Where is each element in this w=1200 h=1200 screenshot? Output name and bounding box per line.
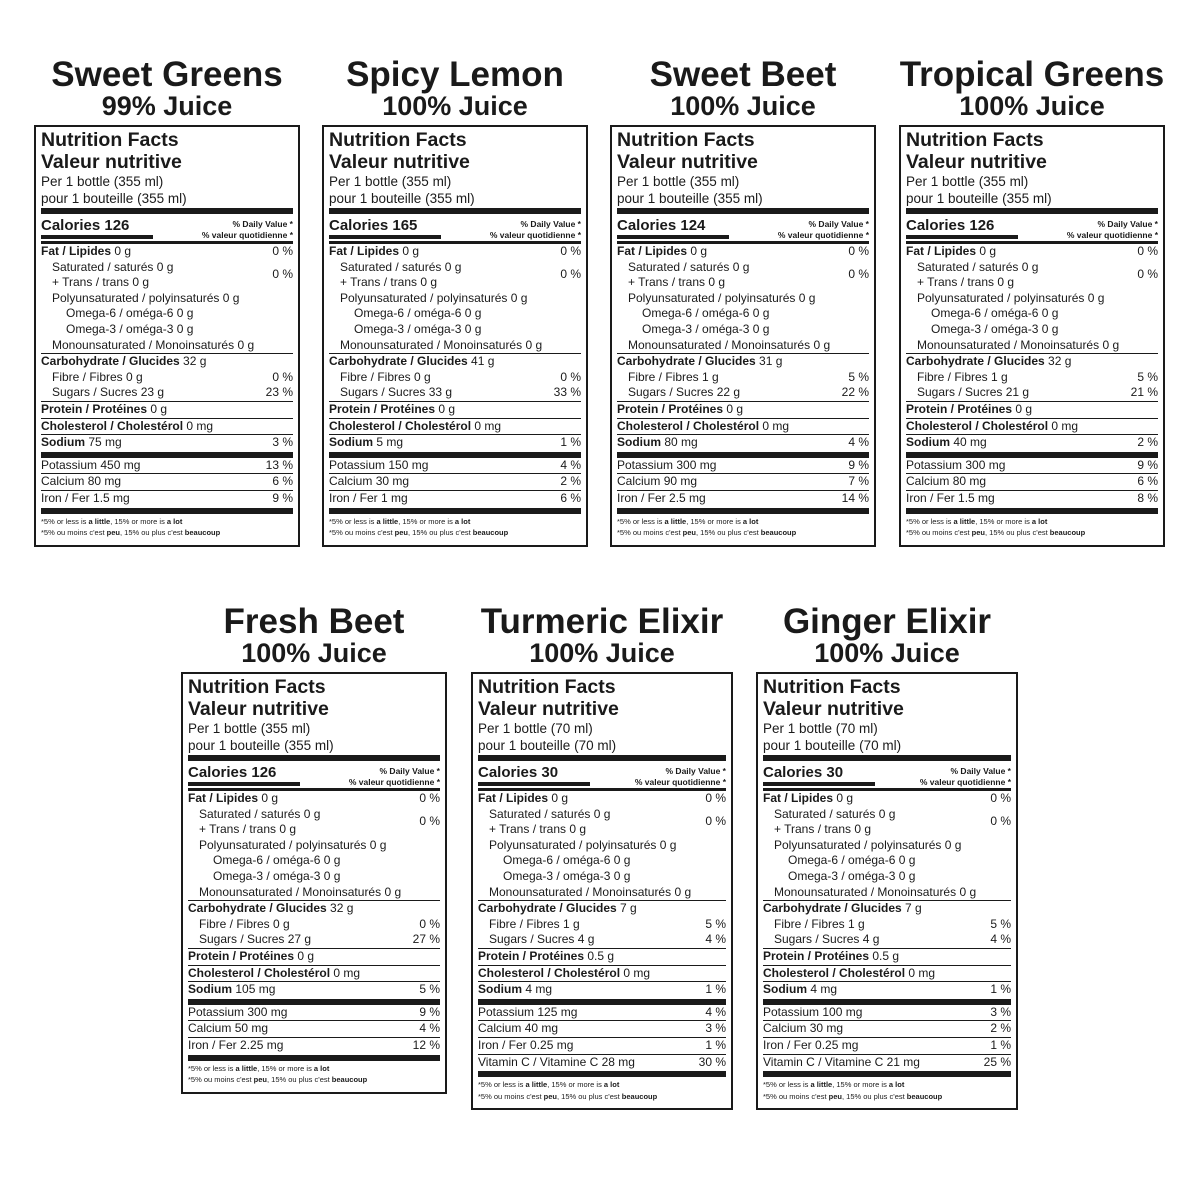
iron-row: Iron / Fer 2.5 mg 14 %: [617, 490, 869, 505]
saturated-trans-pct: 0 %: [990, 814, 1011, 829]
poly-row: Polyunsaturated / polyinsaturés 0 g: [628, 290, 816, 305]
omega3-row: Omega-3 / oméga-3 0 g: [503, 868, 631, 883]
product-subtitle: 100% Juice: [241, 638, 387, 668]
product-name: Sweet Beet: [649, 55, 837, 94]
serving-size-en: Per 1 bottle (70 ml): [763, 721, 878, 736]
vitamin-c-row: Vitamin C / Vitamine C 21 mg 25 %: [763, 1054, 1011, 1069]
cholesterol-row: Cholesterol / Cholestérol 0 mg: [906, 418, 1079, 433]
daily-value-header-en: % Daily Value *: [808, 219, 869, 229]
serving-size-en: Per 1 bottle (70 ml): [478, 721, 593, 736]
fat-row: Fat / Lipides 0 g 0 %: [763, 791, 1011, 805]
omega3-row: Omega-3 / oméga-3 0 g: [213, 868, 341, 883]
fibre-row: Fibre / Fibres 0 g 0 %: [52, 369, 293, 384]
trans-row: + Trans / trans 0 g: [628, 275, 726, 290]
calories-row: [41, 214, 293, 241]
calories-value: Calories 124: [617, 217, 706, 234]
omega6-row: Omega-6 / oméga-6 0 g: [354, 306, 482, 321]
serving-size-fr: pour 1 bouteille (70 ml): [478, 738, 617, 753]
daily-value-header-en: % Daily Value *: [379, 766, 440, 776]
serving-size-en: Per 1 bottle (355 ml): [41, 174, 164, 189]
calories-row: [617, 214, 869, 241]
saturated-trans-block: [41, 260, 293, 291]
omega3-row: Omega-3 / oméga-3 0 g: [354, 321, 482, 336]
potassium-row: Potassium 450 mg 13 %: [41, 457, 293, 472]
fat-row: Fat / Lipides 0 g 0 %: [188, 791, 440, 805]
product-name: Sweet Greens: [51, 55, 283, 94]
fat-row: Fat / Lipides 0 g 0 %: [906, 244, 1158, 258]
vitamin-c-row: Vitamin C / Vitamine C 28 mg 30 %: [478, 1054, 726, 1069]
calories-underline: [329, 235, 441, 239]
footnote: *5% or less is a little, 15% or more is a lot *5% ou moins c'est peu, 15% ou plus c'est beaucoup: [478, 1080, 658, 1101]
omega6-row: Omega-6 / oméga-6 0 g: [503, 853, 631, 868]
cholesterol-row: Cholesterol / Cholestérol 0 mg: [763, 965, 936, 980]
serving-size-en: Per 1 bottle (355 ml): [906, 174, 1029, 189]
saturated-row: Saturated / saturés 0 g: [917, 259, 1039, 274]
omega6-row: Omega-6 / oméga-6 0 g: [66, 306, 194, 321]
nutrition-facts-title: Nutrition Facts: [41, 129, 179, 151]
fibre-row: Fibre / Fibres 0 g 0 %: [340, 369, 581, 384]
potassium-row: Potassium 100 mg 3 %: [763, 1004, 1011, 1019]
fat-row: Fat / Lipides 0 g 0 %: [478, 791, 726, 805]
trans-row: + Trans / trans 0 g: [489, 822, 587, 837]
protein-row: Protein / Protéines 0.5 g: [763, 948, 900, 963]
saturated-trans-block: [906, 260, 1158, 291]
omega6-row: Omega-6 / oméga-6 0 g: [931, 306, 1059, 321]
calcium-row: Calcium 80 mg 6 %: [906, 474, 1158, 489]
sugars-row: Sugars / Sucres 22 g 22 %: [628, 385, 869, 400]
valeur-nutritive-title: Valeur nutritive: [41, 151, 182, 173]
iron-row: Iron / Fer 0.25 mg 1 %: [478, 1037, 726, 1052]
daily-value-header-fr: % valeur quotidienne *: [489, 230, 581, 240]
nutrition-facts-label: [34, 125, 300, 547]
product-subtitle: 100% Juice: [382, 91, 528, 121]
mono-row: Monounsaturated / Monoinsaturés 0 g: [917, 337, 1120, 352]
calories-value: Calories 126: [906, 217, 995, 234]
cholesterol-row: Cholesterol / Cholestérol 0 mg: [617, 418, 790, 433]
sodium-row: Sodium 80 mg 4 %: [617, 435, 869, 450]
mono-row: Monounsaturated / Monoinsaturés 0 g: [340, 337, 543, 352]
protein-row: Protein / Protéines 0.5 g: [478, 948, 615, 963]
potassium-row: Potassium 150 mg 4 %: [329, 457, 581, 472]
sodium-row: Sodium 40 mg 2 %: [906, 435, 1158, 450]
serving-size-en: Per 1 bottle (355 ml): [188, 721, 311, 736]
carb-row: Carbohydrate / Glucides 31 g: [617, 354, 783, 369]
sugars-row: Sugars / Sucres 23 g 23 %: [52, 385, 293, 400]
daily-value-header-en: % Daily Value *: [232, 219, 293, 229]
sugars-row: Sugars / Sucres 27 g 27 %: [199, 932, 440, 947]
fat-row: Fat / Lipides 0 g 0 %: [617, 244, 869, 258]
product-name: Tropical Greens: [899, 55, 1165, 94]
saturated-trans-pct: 0 %: [1137, 267, 1158, 282]
sodium-row: Sodium 4 mg 1 %: [478, 982, 726, 997]
product-name: Fresh Beet: [223, 602, 405, 641]
carb-row: Carbohydrate / Glucides 7 g: [763, 901, 922, 916]
sugars-row: Sugars / Sucres 33 g 33 %: [340, 385, 581, 400]
daily-value-header-en: % Daily Value *: [1097, 219, 1158, 229]
iron-row: Iron / Fer 1.5 mg 8 %: [906, 490, 1158, 505]
calories-underline: [763, 782, 875, 786]
potassium-row: Potassium 300 mg 9 %: [617, 457, 869, 472]
sodium-row: Sodium 4 mg 1 %: [763, 982, 1011, 997]
valeur-nutritive-title: Valeur nutritive: [478, 698, 619, 720]
carb-row: Carbohydrate / Glucides 41 g: [329, 354, 495, 369]
nutrition-facts-label: [181, 672, 447, 1094]
iron-row: Iron / Fer 1 mg 6 %: [329, 490, 581, 505]
daily-value-header-fr: % valeur quotidienne *: [1066, 230, 1158, 240]
footnote: *5% or less is a little, 15% or more is a lot *5% ou moins c'est peu, 15% ou plus c'est beaucoup: [188, 1063, 368, 1084]
calories-underline: [906, 235, 1018, 239]
mono-row: Monounsaturated / Monoinsaturés 0 g: [52, 337, 255, 352]
calories-value: Calories 126: [188, 764, 277, 781]
iron-row: Iron / Fer 2.25 mg 12 %: [188, 1037, 440, 1052]
calcium-row: Calcium 50 mg 4 %: [188, 1021, 440, 1036]
valeur-nutritive-title: Valeur nutritive: [188, 698, 329, 720]
iron-row: Iron / Fer 0.25 mg 1 %: [763, 1037, 1011, 1052]
cholesterol-row: Cholesterol / Cholestérol 0 mg: [478, 965, 651, 980]
fibre-row: Fibre / Fibres 0 g 0 %: [199, 916, 440, 931]
calories-row: [478, 761, 726, 788]
nutrition-facts-title: Nutrition Facts: [478, 676, 616, 698]
omega3-row: Omega-3 / oméga-3 0 g: [788, 868, 916, 883]
poly-row: Polyunsaturated / polyinsaturés 0 g: [489, 837, 677, 852]
calcium-row: Calcium 90 mg 7 %: [617, 474, 869, 489]
fat-row: Fat / Lipides 0 g 0 %: [329, 244, 581, 258]
daily-value-header-fr: % valeur quotidienne *: [201, 230, 293, 240]
daily-value-header-fr: % valeur quotidienne *: [634, 777, 726, 787]
serving-size-fr: pour 1 bouteille (355 ml): [41, 191, 187, 206]
saturated-row: Saturated / saturés 0 g: [340, 259, 462, 274]
potassium-row: Potassium 300 mg 9 %: [188, 1004, 440, 1019]
footnote: *5% or less is a little, 15% or more is a lot *5% ou moins c'est peu, 15% ou plus c'est beaucoup: [329, 516, 509, 537]
iron-row: Iron / Fer 1.5 mg 9 %: [41, 490, 293, 505]
sodium-row: Sodium 105 mg 5 %: [188, 982, 440, 997]
saturated-trans-block: [188, 807, 440, 838]
poly-row: Polyunsaturated / polyinsaturés 0 g: [774, 837, 962, 852]
cholesterol-row: Cholesterol / Cholestérol 0 mg: [188, 965, 361, 980]
product-name: Spicy Lemon: [346, 55, 564, 94]
protein-row: Protein / Protéines 0 g: [906, 401, 1033, 416]
fat-row: Fat / Lipides 0 g 0 %: [41, 244, 293, 258]
calcium-row: Calcium 30 mg 2 %: [763, 1021, 1011, 1036]
fibre-row: Fibre / Fibres 1 g 5 %: [489, 916, 726, 931]
saturated-trans-pct: 0 %: [560, 267, 581, 282]
nutrition-facts-title: Nutrition Facts: [906, 129, 1044, 151]
saturated-trans-block: [478, 807, 726, 838]
product-subtitle: 100% Juice: [529, 638, 675, 668]
serving-size-fr: pour 1 bouteille (355 ml): [617, 191, 763, 206]
potassium-row: Potassium 125 mg 4 %: [478, 1004, 726, 1019]
saturated-trans-pct: 0 %: [848, 267, 869, 282]
saturated-row: Saturated / saturés 0 g: [628, 259, 750, 274]
fibre-row: Fibre / Fibres 1 g 5 %: [628, 369, 869, 384]
cholesterol-row: Cholesterol / Cholestérol 0 mg: [41, 418, 214, 433]
omega6-row: Omega-6 / oméga-6 0 g: [788, 853, 916, 868]
sugars-row: Sugars / Sucres 4 g 4 %: [774, 932, 1011, 947]
omega6-row: Omega-6 / oméga-6 0 g: [642, 306, 770, 321]
calories-value: Calories 30: [478, 764, 559, 781]
sugars-row: Sugars / Sucres 4 g 4 %: [489, 932, 726, 947]
saturated-row: Saturated / saturés 0 g: [199, 806, 321, 821]
calories-underline: [478, 782, 590, 786]
saturated-trans-pct: 0 %: [705, 814, 726, 829]
saturated-row: Saturated / saturés 0 g: [774, 806, 896, 821]
cholesterol-row: Cholesterol / Cholestérol 0 mg: [329, 418, 502, 433]
calories-underline: [41, 235, 153, 239]
protein-row: Protein / Protéines 0 g: [41, 401, 168, 416]
carb-row: Carbohydrate / Glucides 32 g: [41, 354, 207, 369]
saturated-trans-block: [763, 807, 1011, 838]
carb-row: Carbohydrate / Glucides 32 g: [188, 901, 354, 916]
nutrition-facts-label: [610, 125, 876, 547]
sodium-row: Sodium 5 mg 1 %: [329, 435, 581, 450]
calories-value: Calories 165: [329, 217, 418, 234]
mono-row: Monounsaturated / Monoinsaturés 0 g: [489, 884, 692, 899]
calories-value: Calories 30: [763, 764, 844, 781]
omega3-row: Omega-3 / oméga-3 0 g: [642, 321, 770, 336]
serving-size-en: Per 1 bottle (355 ml): [329, 174, 452, 189]
daily-value-header-fr: % valeur quotidienne *: [777, 230, 869, 240]
product-name: Turmeric Elixir: [480, 602, 724, 641]
sugars-row: Sugars / Sucres 21 g 21 %: [917, 385, 1158, 400]
nutrition-facts-title: Nutrition Facts: [763, 676, 901, 698]
calories-row: [329, 214, 581, 241]
daily-value-header-fr: % valeur quotidienne *: [348, 777, 440, 787]
saturated-trans-block: [329, 260, 581, 291]
calcium-row: Calcium 40 mg 3 %: [478, 1021, 726, 1036]
product-subtitle: 99% Juice: [101, 91, 233, 121]
saturated-trans-pct: 0 %: [419, 814, 440, 829]
trans-row: + Trans / trans 0 g: [52, 275, 150, 290]
protein-row: Protein / Protéines 0 g: [329, 401, 456, 416]
calories-value: Calories 126: [41, 217, 130, 234]
calories-row: [906, 214, 1158, 241]
mono-row: Monounsaturated / Monoinsaturés 0 g: [628, 337, 831, 352]
product-subtitle: 100% Juice: [959, 91, 1105, 121]
trans-row: + Trans / trans 0 g: [199, 822, 297, 837]
calories-underline: [188, 782, 300, 786]
calories-row: [188, 761, 440, 788]
trans-row: + Trans / trans 0 g: [340, 275, 438, 290]
serving-size-en: Per 1 bottle (355 ml): [617, 174, 740, 189]
nutrition-facts-label: [471, 672, 733, 1110]
serving-size-fr: pour 1 bouteille (355 ml): [188, 738, 334, 753]
poly-row: Polyunsaturated / polyinsaturés 0 g: [52, 290, 240, 305]
poly-row: Polyunsaturated / polyinsaturés 0 g: [199, 837, 387, 852]
nutrition-facts-title: Nutrition Facts: [188, 676, 326, 698]
nutrition-facts-label: [756, 672, 1018, 1110]
daily-value-header-en: % Daily Value *: [665, 766, 726, 776]
trans-row: + Trans / trans 0 g: [917, 275, 1015, 290]
valeur-nutritive-title: Valeur nutritive: [617, 151, 758, 173]
saturated-trans-pct: 0 %: [272, 267, 293, 282]
saturated-row: Saturated / saturés 0 g: [52, 259, 174, 274]
product-subtitle: 100% Juice: [814, 638, 960, 668]
saturated-trans-block: [617, 260, 869, 291]
product-name: Ginger Elixir: [782, 602, 992, 641]
sodium-row: Sodium 75 mg 3 %: [41, 435, 293, 450]
poly-row: Polyunsaturated / polyinsaturés 0 g: [917, 290, 1105, 305]
footnote: *5% or less is a little, 15% or more is a lot *5% ou moins c'est peu, 15% ou plus c'est beaucoup: [617, 516, 797, 537]
potassium-row: Potassium 300 mg 9 %: [906, 457, 1158, 472]
carb-row: Carbohydrate / Glucides 32 g: [906, 354, 1072, 369]
nutrition-facts-label: [322, 125, 588, 547]
serving-size-fr: pour 1 bouteille (70 ml): [763, 738, 902, 753]
fibre-row: Fibre / Fibres 1 g 5 %: [774, 916, 1011, 931]
serving-size-fr: pour 1 bouteille (355 ml): [906, 191, 1052, 206]
protein-row: Protein / Protéines 0 g: [188, 948, 315, 963]
protein-row: Protein / Protéines 0 g: [617, 401, 744, 416]
serving-size-fr: pour 1 bouteille (355 ml): [329, 191, 475, 206]
daily-value-header-en: % Daily Value *: [950, 766, 1011, 776]
daily-value-header-fr: % valeur quotidienne *: [919, 777, 1011, 787]
omega6-row: Omega-6 / oméga-6 0 g: [213, 853, 341, 868]
nutrition-facts-title: Nutrition Facts: [329, 129, 467, 151]
nutrition-facts-label: [899, 125, 1165, 547]
daily-value-header-en: % Daily Value *: [520, 219, 581, 229]
footnote: *5% or less is a little, 15% or more is a lot *5% ou moins c'est peu, 15% ou plus c'est beaucoup: [763, 1080, 943, 1101]
calcium-row: Calcium 80 mg 6 %: [41, 474, 293, 489]
omega3-row: Omega-3 / oméga-3 0 g: [931, 321, 1059, 336]
calories-row: [763, 761, 1011, 788]
valeur-nutritive-title: Valeur nutritive: [329, 151, 470, 173]
calcium-row: Calcium 30 mg 2 %: [329, 474, 581, 489]
product-subtitle: 100% Juice: [670, 91, 816, 121]
saturated-row: Saturated / saturés 0 g: [489, 806, 611, 821]
carb-row: Carbohydrate / Glucides 7 g: [478, 901, 637, 916]
poly-row: Polyunsaturated / polyinsaturés 0 g: [340, 290, 528, 305]
footnote: *5% or less is a little, 15% or more is a lot *5% ou moins c'est peu, 15% ou plus c'est beaucoup: [41, 516, 221, 537]
nutrition-facts-title: Nutrition Facts: [617, 129, 755, 151]
calories-underline: [617, 235, 729, 239]
valeur-nutritive-title: Valeur nutritive: [906, 151, 1047, 173]
trans-row: + Trans / trans 0 g: [774, 822, 872, 837]
mono-row: Monounsaturated / Monoinsaturés 0 g: [199, 884, 402, 899]
fibre-row: Fibre / Fibres 1 g 5 %: [917, 369, 1158, 384]
footnote: *5% or less is a little, 15% or more is a lot *5% ou moins c'est peu, 15% ou plus c'est beaucoup: [906, 516, 1086, 537]
valeur-nutritive-title: Valeur nutritive: [763, 698, 904, 720]
mono-row: Monounsaturated / Monoinsaturés 0 g: [774, 884, 977, 899]
omega3-row: Omega-3 / oméga-3 0 g: [66, 321, 194, 336]
